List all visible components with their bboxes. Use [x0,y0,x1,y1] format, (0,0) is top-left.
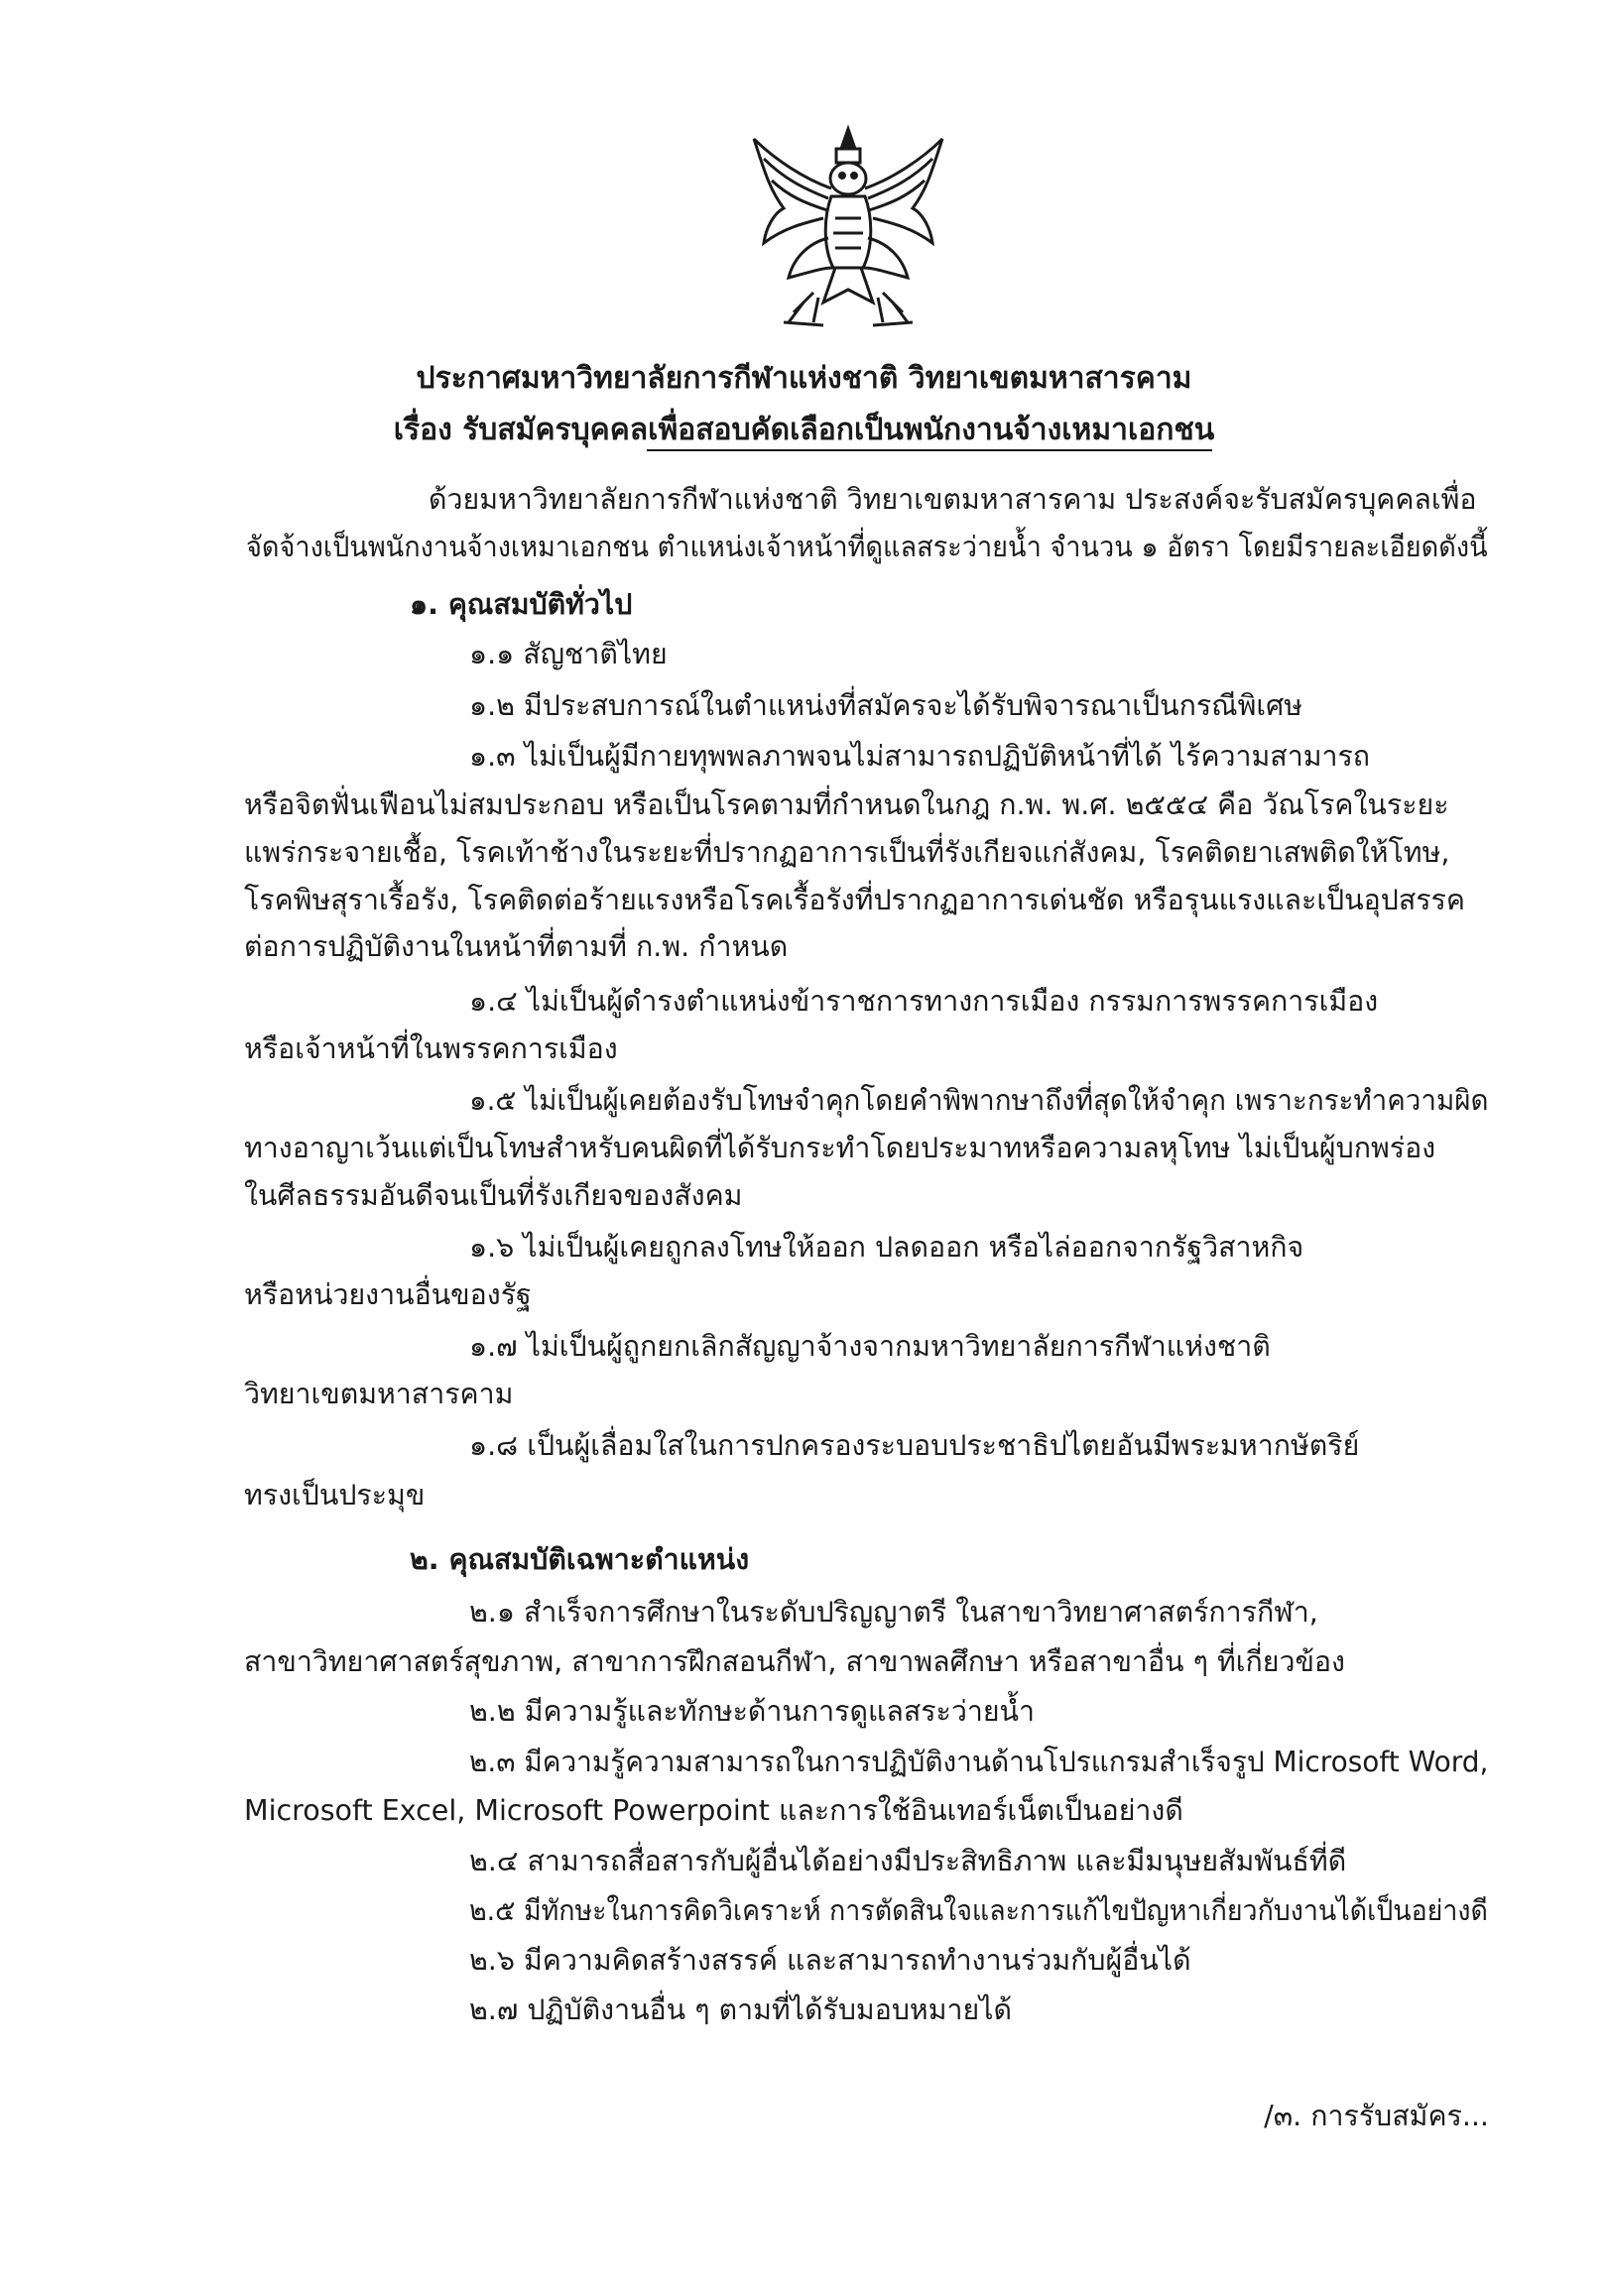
list-item-cont: หรือจิตฟั่นเฟือนไม่สมประกอบ หรือเป็นโรคตามที่กำหนดในกฎ ก.พ. พ.ศ. ๒๕๕๔ คือ วัณโรคในระยะ [244,788,1449,821]
garuda-emblem-icon [744,119,952,337]
list-item: ๒.๓ มีความรู้ความสามารถในการปฏิบัติงานด้านโปรแกรมสำเร็จรูป Microsoft Word, [469,1746,1489,1778]
section2-heading: ๒. คุณสมบัติเฉพาะตำแหน่ง [410,1543,750,1576]
list-item-cont: Microsoft Excel, Microsoft Powerpoint และการใช้อินเทอร์เน็ตเป็นอย่างดี [244,1794,1183,1827]
intro-line-2: จัดจ้างเป็นพนักงานจ้างเหมาเอกชน ตำแหน่งเจ้าหน้าที่ดูแลสระว่ายน้ำ จำนวน ๑ อัตรา โดยมีรายละเอียดดังนี้ [246,531,1488,563]
list-item-cont: สาขาวิทยาศาสตร์สุขภาพ, สาขาการฝึกสอนกีฬา, สาขาพลศึกษา หรือสาขาอื่น ๆ ที่เกี่ยวข้อง [244,1645,1345,1678]
page-continuation: /๓. การรับสมัคร... [1264,2100,1489,2132]
list-item: ๑.๔ ไม่เป็นผู้ดำรงตำแหน่งข้าราชการทางการเมือง กรรมการพรรคการเมือง [469,985,1379,1018]
list-item: ๒.๔ สามารถสื่อสารกับผู้อื่นได้อย่างมีประสิทธิภาพ และมีมนุษยสัมพันธ์ที่ดี [469,1845,1347,1877]
announcement-title: ประกาศมหาวิทยาลัยการกีฬาแห่งชาติ วิทยาเขตมหาสารคาม [416,361,1192,396]
list-item: ๒.๕ มีทักษะในการคิดวิเคราะห์ การตัดสินใจและการแก้ไขปัญหาเกี่ยวกับงานได้เป็นอย่างดี [469,1894,1488,1927]
list-item-cont: ต่อการปฏิบัติงานในหน้าที่ตามที่ ก.พ. กำหนด [244,930,789,963]
list-item: ๑.๘ เป็นผู้เลื่อมใสในการปกครองระบอบประชาธิปไตยอันมีพระมหากษัตริย์ [469,1429,1360,1462]
list-item: ๒.๖ มีความคิดสร้างสรรค์ และสามารถทำงานร่วมกับผู้อื่นได้ [469,1944,1191,1977]
list-item-cont: วิทยาเขตมหาสารคาม [244,1378,514,1410]
list-item-cont: ทรงเป็นประมุข [244,1479,426,1511]
list-item: ๑.๗ ไม่เป็นผู้ถูกยกเลิกสัญญาจ้างจากมหาวิทยาลัยการกีฬาแห่งชาติ [469,1330,1271,1363]
announcement-subject: เรื่อง รับสมัครบุคคลเพื่อสอบคัดเลือกเป็นพนักงานจ้างเหมาเอกชน [393,413,1215,447]
list-item: ๑.๖ ไม่เป็นผู้เคยถูกลงโทษให้ออก ปลดออก หรือไล่ออกจากรัฐวิสาหกิจ [469,1231,1304,1264]
list-item-cont: หรือเจ้าหน้าที่ในพรรคการเมือง [244,1032,618,1065]
list-item: ๒.๑ สำเร็จการศึกษาในระดับปริญญาตรี ในสาขาวิทยาศาสตร์การกีฬา, [469,1596,1318,1629]
list-item: ๒.๗ ปฏิบัติงานอื่น ๆ ตามที่ได้รับมอบหมายได้ [469,1994,1013,2026]
list-item: ๑.๓ ไม่เป็นผู้มีกายทุพพลภาพจนไม่สามารถปฏิบัติหน้าที่ได้ ไร้ความสามารถ [469,740,1371,773]
list-item: ๑.๒ มีประสบการณ์ในตำแหน่งที่สมัครจะได้รับพิจารณาเป็นกรณีพิเศษ [469,689,1302,722]
list-item: ๑.๑ สัญชาติไทย [469,638,668,670]
subject-underline [647,449,1212,451]
intro-line-1: ด้วยมหาวิทยาลัยการกีฬาแห่งชาติ วิทยาเขตมหาสารคาม ประสงค์จะรับสมัครบุคคลเพื่อ [429,483,1477,516]
list-item: ๒.๒ มีความรู้และทักษะด้านการดูแลสระว่ายน้ำ [469,1695,1036,1728]
section1-heading: ๑. คุณสมบัติทั่วไป [410,588,633,621]
list-item-cont: ทางอาญาเว้นแต่เป็นโทษสำหรับคนผิดที่ได้รับกระทำโดยประมาทหรือความลหุโทษ ไม่เป็นผู้บกพร่อง [244,1132,1436,1164]
list-item-cont: ในศีลธรรมอันดีจนเป็นที่รังเกียจของสังคม [244,1179,743,1212]
list-item-cont: โรคพิษสุราเรื้อรัง, โรคติดต่อร้ายแรงหรือโรคเรื้อรังที่ปรากฏอาการเด่นชัด หรือรุนแรงและเป็นอุปสรรค [244,884,1465,916]
list-item: ๑.๕ ไม่เป็นผู้เคยต้องรับโทษจำคุกโดยคำพิพากษาถึงที่สุดให้จำคุก เพราะกระทำความผิด [469,1084,1489,1117]
list-item-cont: หรือหน่วยงานอื่นของรัฐ [244,1278,532,1311]
list-item-cont: แพร่กระจายเชื้อ, โรคเท้าช้างในระยะที่ปรากฏอาการเป็นที่รังเกียจแก่สังคม, โรคติดยาเสพติดให้โทษ, [244,836,1450,869]
